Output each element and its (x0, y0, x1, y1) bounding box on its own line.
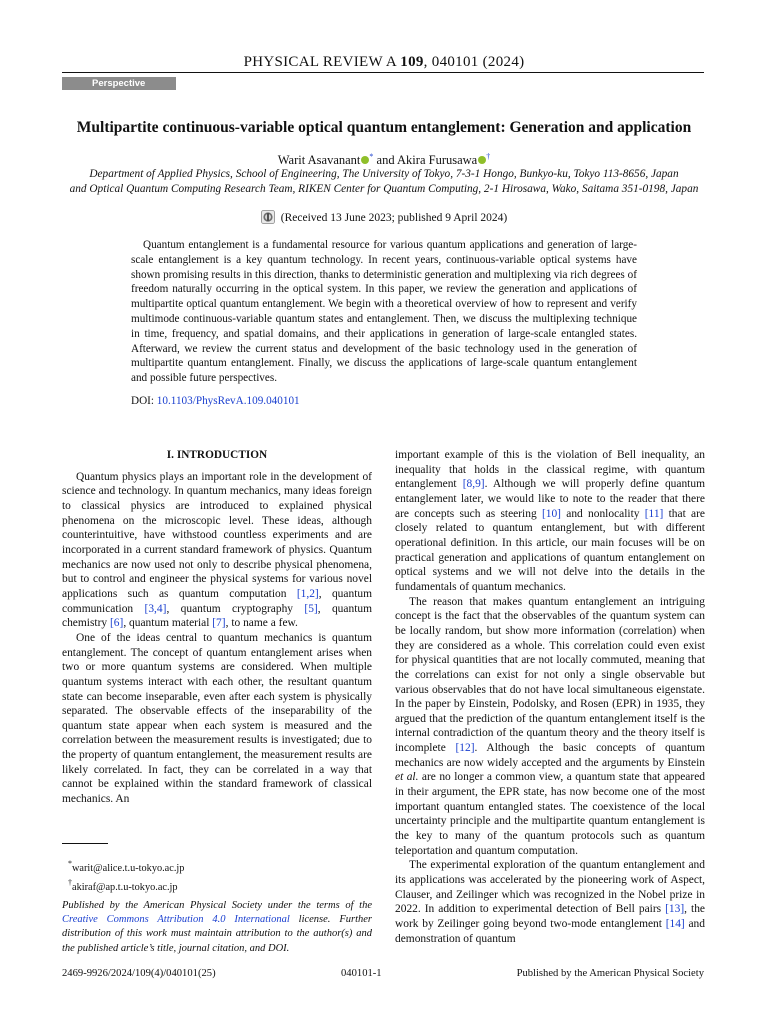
doi-line (131, 395, 300, 407)
article-type-badge: Perspective (62, 77, 176, 90)
body-column-left (62, 448, 372, 807)
citation-link[interactable]: [1,2] (296, 587, 319, 600)
author-conjunction: and (376, 153, 395, 167)
citation-link[interactable]: [3,4] (144, 602, 167, 615)
license-notice: Published by the American Physical Society under the terms of the Creative Commons Attribution 4.0 International license. Further distribution of this work must maintain attribution to the author(s) and the published article’s title, journal citation, and DOI. (62, 900, 372, 954)
received-dates (0, 210, 768, 224)
paper-title: Multipartite continuous-variable optical quantum entanglement: Generation and application (76, 119, 692, 136)
footnote: *warit@alice.t.u-tokyo.ac.jp (68, 859, 185, 874)
page-number: 040101-1 (341, 968, 382, 979)
citation-link[interactable]: [12] (455, 742, 475, 755)
crossmark-icon[interactable] (261, 210, 275, 224)
affiliation: Department of Applied Physics, School of Engineering, The University of Tokyo, 7-3-1 Hongo, Bunkyo-ku, Tokyo 113-8656, Japan (89, 168, 679, 180)
author-name: Warit Asavanant (277, 153, 361, 167)
citation-link[interactable]: [8,9] (462, 478, 485, 491)
citation-link[interactable]: [6] (109, 617, 124, 630)
header-rule (62, 72, 704, 73)
body-paragraph: The reason that makes quantum entanglement an intriguing concept is the fact that the observables of the quantum system can be locally random, but show more information (correlation) when they are considered as a whole. This correlation could even exist for physical quantities that are not locally commuted, meaning that the correlations can exist for not only a single observable but various observables that do not have local simultaneous eigenstate. In the paper by Einstein, Podolsky, and Rosen (EPR) in 1935, they argued that the prediction of the quantum entanglement itself is the internal contradiction of the quantum theory and the theory itself is incomplete [12]. Although the basic concepts of quantum mechanics are now widely accepted and the arguments by Einstein et al. are no longer a common view, a quantum state that appeared in their argument, the EPR state, has now become one of the most important quantum entangled states. The coexistence of the local uncertainty principle and the multipartite quantum entanglement is the key to many of the quantum protocols such as quantum teleportation and quantum computation. (395, 595, 705, 857)
journal-name: PHYSICAL REVIEW A (243, 54, 397, 70)
footnotes (62, 857, 372, 894)
body-column-right (395, 448, 705, 946)
abstract-text: Quantum entanglement is a fundamental resource for various quantum applications and generation of large-scale entanglement is a key quantum technology. In recent years, continuous-variable optical systems have shown promising results in this direction, thanks to deterministic generation and multiplexing via rich degrees of freedom naturally occurring in the optical system. In this paper, we review the generation and applications of multipartite optical quantum entanglement. We begin with a theoretical overview of how to represent and verify multimode continuous-variable quantum states and entanglement. Then, we discuss the multiplexing technique in time, frequency, and spatial domains, and their applications in generation of large-scale entangled states. Afterward, we review the current status and development of the basic technology used in the generation of multipartite quantum entanglement. Finally, we discuss the applications of large-scale quantum entanglement and possible future perspectives. (131, 239, 637, 385)
doi-label: DOI: (131, 395, 154, 407)
journal-header (0, 54, 768, 71)
doi-link[interactable]: 10.1103/PhysRevA.109.040101 (156, 395, 300, 407)
affiliation: and Optical Quantum Computing Research Team, RIKEN Center for Quantum Computing, 2-1 Hirosawa, Wako, Saitama 351-0198, Japan (69, 183, 699, 195)
publisher: Published by the American Physical Society (516, 968, 704, 979)
license-link[interactable]: Creative Commons Attribution 4.0 International (62, 914, 290, 926)
footnote: †akiraf@ap.t.u-tokyo.ac.jp (68, 877, 178, 893)
journal-volume: 109 (400, 54, 424, 70)
citation-link[interactable]: [10] (541, 507, 561, 520)
body-paragraph: One of the ideas central to quantum mechanics is quantum entanglement. The concept of quantum entanglement arises when two or more quantum systems are considered. When multiple quantum systems interact with each other, the resultant quantum state can become inseparable, even after each system is physically separated. The observable effects of the inseparability of the quantum state appear when each system is measured and the correlation between the measurement results is investigated; due to the property of quantum entanglement, the measurement results are likely correlated. In fact, they can be correlated in a way that cannot be explained within the standard framework of classical mechanics. An (62, 631, 372, 806)
author-name: Akira Furusawa (397, 153, 478, 167)
journal-citation: , 040101 (2024) (423, 54, 525, 70)
section-heading: I. INTRODUCTION (166, 449, 268, 461)
citation-link[interactable]: [5] (304, 602, 318, 615)
footnote-rule (62, 843, 108, 844)
email-link[interactable]: warit@alice.t.u-tokyo.ac.jp (72, 863, 185, 874)
citation-link[interactable]: [14] (665, 918, 685, 930)
email-link[interactable]: akiraf@ap.t.u-tokyo.ac.jp (72, 881, 178, 893)
citation-link[interactable]: [7] (212, 617, 226, 630)
citation-link[interactable]: [11] (644, 507, 664, 520)
author-list (0, 152, 768, 168)
citation-link[interactable]: [13] (665, 903, 685, 916)
body-paragraph: Quantum physics plays an important role in the development of science and technology. In quantum mechanics, many ideas foreign to classical physics are introduced to explained physical phenomena on the microscopic level. These ideas, although counterintuitive, have withstood countless experiments and are incorporated in a current standard framework of physics. Quantum mechanics are now used not only to describe physical phenomena, but to control and engineer the physical systems for various novel applications such as quantum computation [1,2], quantum communication [3,4], quantum cryptography [5], quantum chemistry [6], quantum material [7], to name a few. (62, 470, 372, 630)
body-paragraph: The experimental exploration of the quantum entanglement and its applications was accelerated by the pioneering work of Aspect, Clauser, and Zeilinger which was recognized in the Nobel prize in 2022. In addition to experimental detection of Bell pairs [13], the work by Zeilinger going beyond two-mode entanglement [14] and demonstration of quantum (395, 859, 705, 945)
body-paragraph: important example of this is the violation of Bell inequality, an inequality that holds in the classical regime, with quantum entanglement [8,9]. Although we will properly define quantum entanglement later, we would like to note to the reader that there are concepts such as steering [10] and nonlocality [11] that are closely related to quantum entanglement, but with different operational definition. In this article, our main focuses will be on practical generation and applications of quantum entanglement on optical systems and we will not delve into the details in the fundamentals of quantum mechanics. (395, 449, 705, 593)
footnote-mark[interactable]: * (369, 152, 374, 161)
abstract (131, 238, 637, 386)
received-text: (Received 13 June 2023; published 9 April 2024) (280, 212, 508, 224)
footnote-mark[interactable]: † (486, 152, 491, 161)
issn-code: 2469-9926/2024/109(4)/040101(25) (62, 968, 216, 979)
